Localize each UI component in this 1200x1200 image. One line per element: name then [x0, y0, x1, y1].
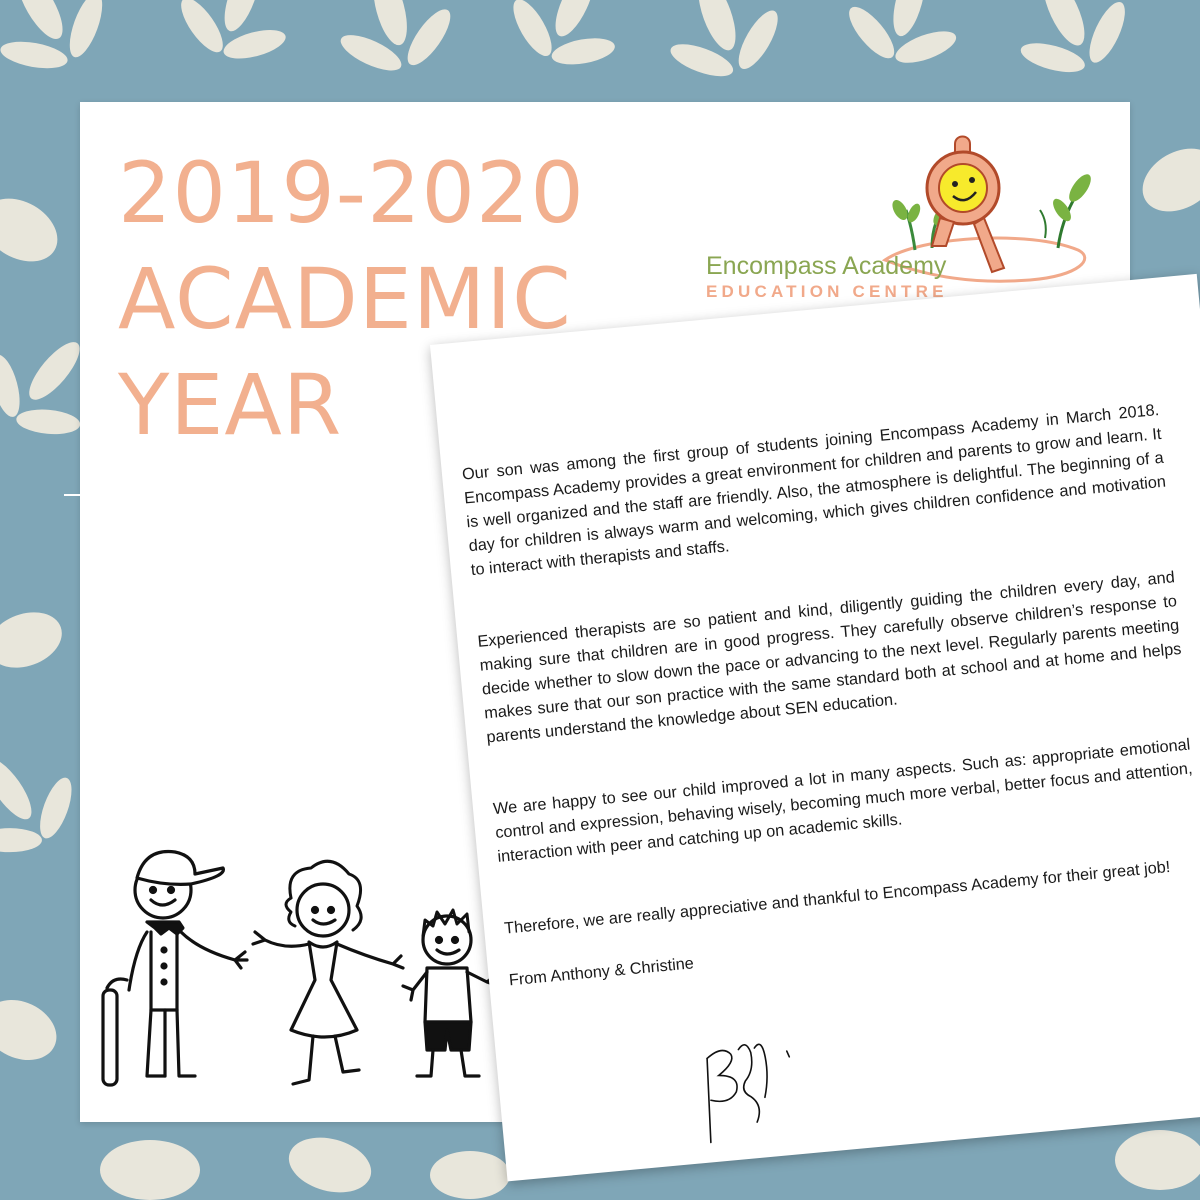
- stick-figure-family: [95, 840, 515, 1100]
- title-line-year: 2019-2020: [118, 144, 585, 242]
- letter-body: [461, 398, 1200, 1040]
- divider-dash: [64, 494, 84, 496]
- mom-figure: [253, 861, 403, 1084]
- dad-figure: [103, 852, 247, 1085]
- letter-paragraph: Therefore, we are really appreciative and thankful to Encompass Academy for their great job!: [503, 857, 1171, 938]
- letter-sign-off: From Anthony & Christine: [508, 954, 695, 990]
- logo-name: Encompass Academy: [706, 252, 947, 280]
- letter-paragraph: Experienced therapists are so patient and kind, diligently guiding the children every day, and making sure that children are in good progress. They carefully observe children’s response to decide whether to slow down the pace or advancing to the next level. Regularly parents meeting makes sure that our son practice with the same standard both at school and at home and helps parents understand the knowledge about SEN education.: [476, 568, 1183, 747]
- title-line-year-word: YEAR: [118, 356, 343, 454]
- academy-logo: [700, 118, 1100, 308]
- letter-paragraph: We are happy to see our child improved a lot in many aspects. Such as: appropriate emotional control and expression, behaving wisely, becoming much more verbal, better focus and attention, interaction with peer and catching up on academic skills.: [492, 735, 1194, 866]
- testimonial-letter: [430, 274, 1200, 1182]
- signature-mark: [644, 1010, 855, 1158]
- logo-subtitle: EDUCATION CENTRE: [706, 282, 948, 301]
- letter-paragraph: Our son was among the first group of students joining Encompass Academy in March 2018. Encompass Academy provides a great environment for children and parents to grow and learn. It is well organized and the staff are friendly. Also, the atmosphere is delightful. The beginning of a day for children is always warm and welcoming, which gives children confidence and motivation to interact with therapists and staffs.: [461, 400, 1167, 580]
- title-line-academic: ACADEMIC: [118, 250, 572, 348]
